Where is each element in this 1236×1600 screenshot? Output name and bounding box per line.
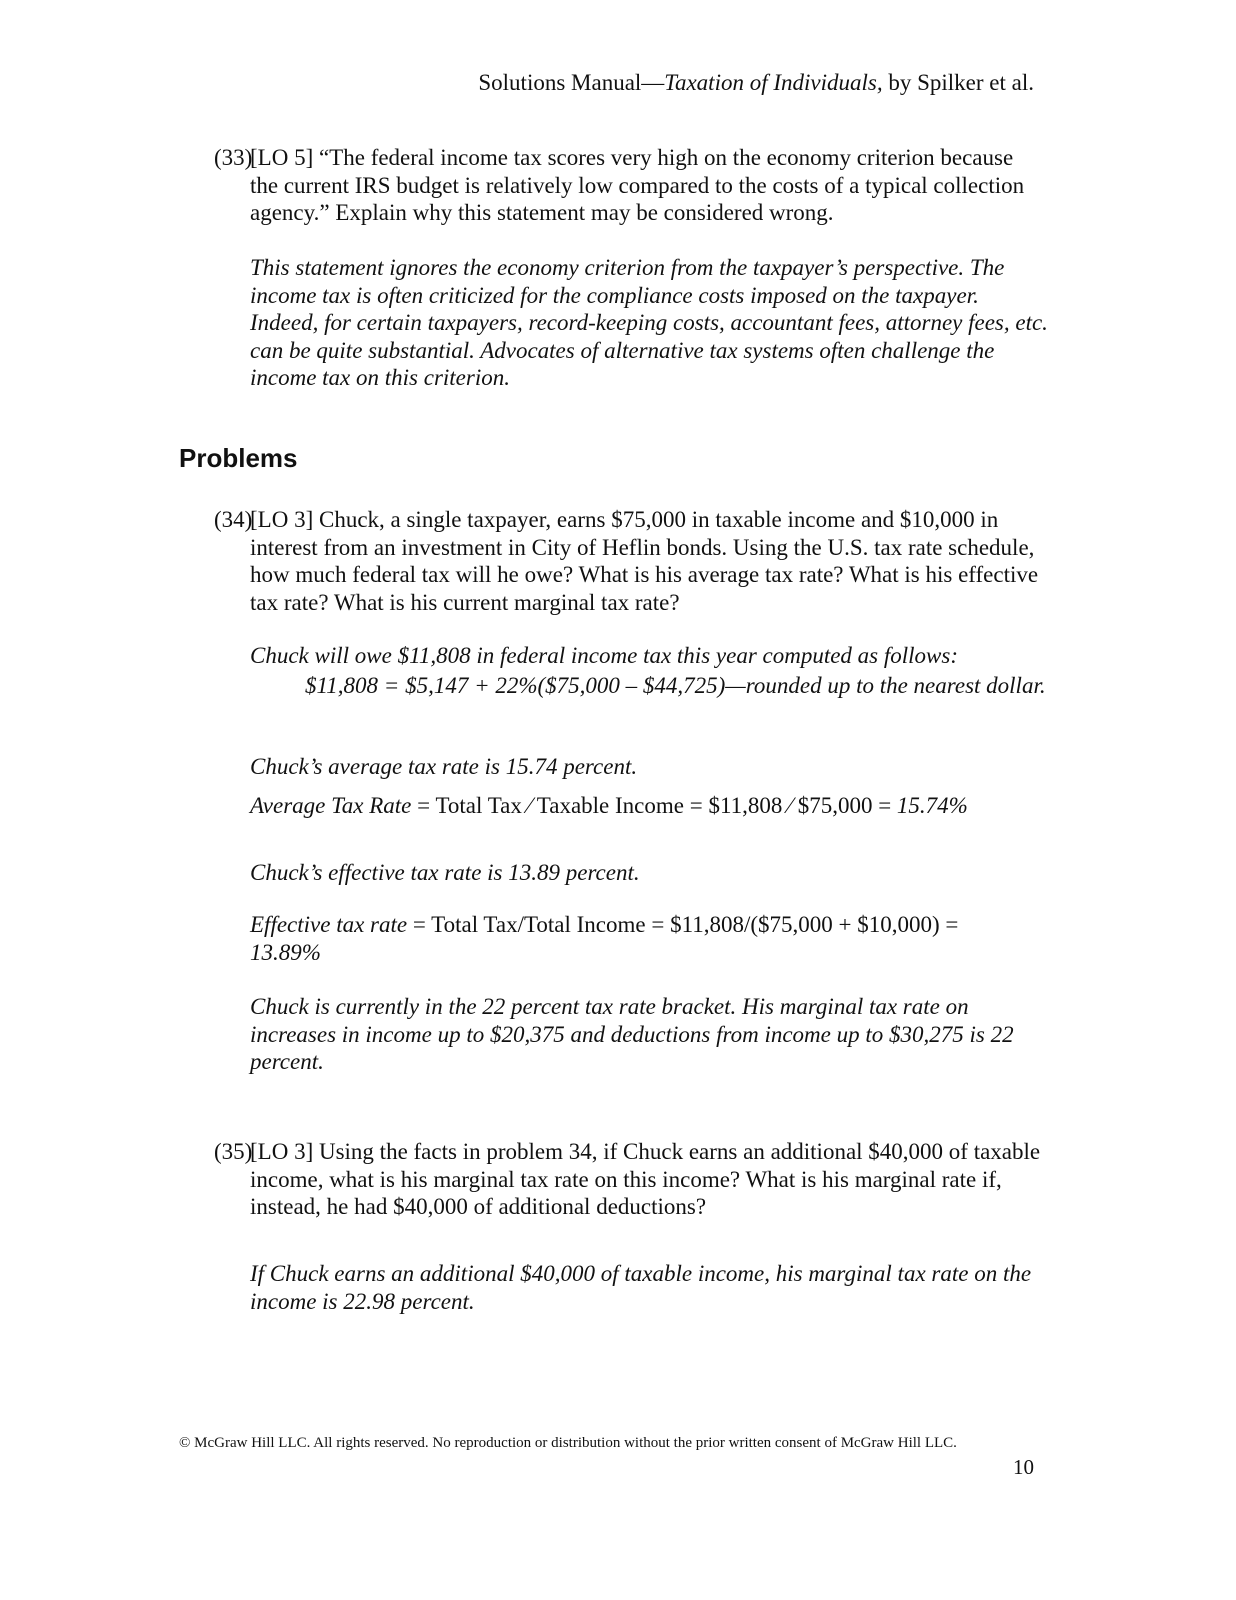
eff-rate-label: Effective tax rate — [250, 912, 408, 937]
question-34 — [214, 506, 1044, 616]
copyright-notice: © McGraw Hill LLC. All rights reserved. No reproduction or distribution without the prior written consent of McGraw Hill LLC. — [179, 1435, 957, 1451]
question-text: [LO 5] “The federal income tax scores very high on the economy criterion because the current IRS budget is relatively low compared to the costs of a typical collection agency.” Explain why this statement may be considered wrong. — [250, 145, 1025, 225]
question-number: (34) — [214, 507, 253, 532]
bracket-statement: Chuck is currently in the 22 percent tax rate bracket. His marginal tax rate on increases in income up to $20,375 and deductions from income up to $30,275 is 22 percent. — [250, 994, 1014, 1074]
section-heading: Problems — [179, 443, 298, 473]
question-text: [LO 3] Using the facts in problem 34, if Chuck earns an additional $40,000 of taxable income, what is his marginal tax rate on this income? What is his marginal rate if, instead, he had $40,000 of additional deductions? — [250, 1139, 1041, 1219]
owe-statement: Chuck will owe $11,808 in federal income tax this year computed as follows: — [250, 643, 959, 668]
running-header — [478, 70, 1034, 96]
avg-rate-statement: Chuck’s average tax rate is 15.74 percent. — [250, 754, 638, 779]
eff-rate-result: 13.89% — [250, 939, 321, 965]
question-text: [LO 3] Chuck, a single taxpayer, earns $75,000 in taxable income and $10,000 in interest from an investment in City of Heflin bonds. Using the U.S. tax rate schedule, how much federal tax will he owe? What is his average tax rate? What is his effective tax rate? What is his current marginal tax rate? — [250, 507, 1039, 615]
answer-35: If Chuck earns an additional $40,000 of taxable income, his marginal tax rate on the income is 22.98 percent. — [250, 1261, 1032, 1314]
page-number: 10 — [1013, 1455, 1034, 1479]
avg-rate-equation: = Total Tax ⁄ Taxable Income = $11,808 ⁄ $75,000 = — [411, 793, 897, 818]
eff-rate-equation: = Total Tax/Total Income = $11,808/($75,000 + $10,000) = — [407, 912, 959, 937]
eff-rate-formula — [250, 911, 1050, 966]
header-prefix: Solutions Manual— — [478, 70, 665, 95]
question-35 — [214, 1138, 1044, 1221]
answer-33: This statement ignores the economy criterion from the taxpayer’s perspective. The income tax is often criticized for the compliance costs imposed on the taxpayer. Indeed, for certain taxpayers, record-keeping costs, accountant fees, attorney fees, etc. can be quite substantial. Advocates of alternative tax systems often challenge the income tax on this criterion. — [250, 255, 1048, 390]
eff-rate-statement: Chuck’s effective tax rate is 13.89 percent. — [250, 860, 640, 885]
question-number: (35) — [214, 1139, 253, 1164]
avg-rate-result: 15.74% — [896, 793, 968, 818]
book-title: Taxation of Individuals, — [664, 70, 883, 95]
tax-computation: $11,808 = $5,147 + 22%($75,000 – $44,725)—rounded up to the nearest dollar. — [305, 672, 1046, 698]
answer-34-owe — [250, 642, 1050, 699]
avg-rate-label: Average Tax Rate — [250, 793, 412, 818]
question-33 — [214, 144, 1044, 227]
header-suffix: by Spilker et al. — [882, 70, 1034, 95]
avg-rate-formula — [250, 792, 1050, 820]
question-number: (33) — [214, 145, 253, 170]
